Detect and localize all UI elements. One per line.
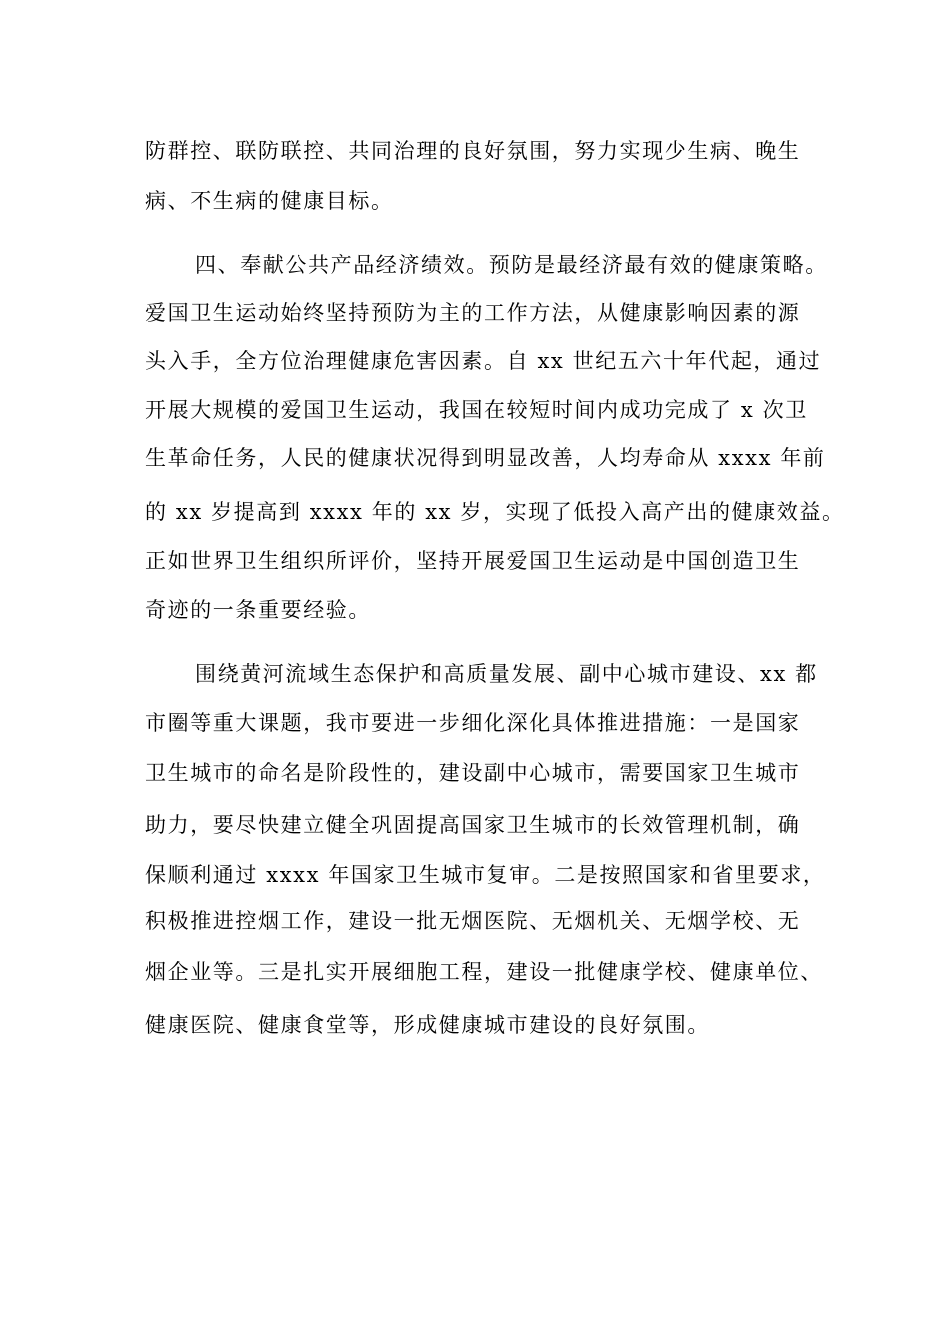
text-line: 卫生城市的命名是阶段性的，建设副中心城市，需要国家卫生城市 [145,761,801,785]
text-line: 健康医院、健康食堂等，形成健康城市建设的良好氛围。 [145,1013,710,1037]
text-line: 围绕黄河流域生态保护和高质量发展、副中心城市建设、xx 都 [195,662,818,686]
text-line: 头入手，全方位治理健康危害因素。自 xx 世纪五六十年代起，通过 [145,349,822,373]
text-line: 开展大规模的爱国卫生运动，我国在较短时间内成功完成了 x 次卫 [145,398,808,422]
text-line: 保顺利通过 xxxx 年国家卫生城市复审。二是按照国家和省里要求， [145,863,826,887]
text-line: 爱国卫生运动始终坚持预防为主的工作方法，从健康影响因素的源 [145,301,801,325]
text-line: 防群控、联防联控、共同治理的良好氛围，努力实现少生病、晚生 [145,139,801,163]
text-line: 助力，要尽快建立健全巩固提高国家卫生城市的长效管理机制，确 [145,813,801,837]
text-line: 生革命任务，人民的健康状况得到明显改善，人均寿命从 xxxx 年前 [145,446,826,470]
text-line: 四、奉献公共产品经济绩效。预防是最经济最有效的健康策略。 [195,253,828,277]
text-line: 正如世界卫生组织所评价，坚持开展爱国卫生运动是中国创造卫生 [145,549,801,573]
text-line: 烟企业等。三是扎实开展细胞工程，建设一批健康学校、健康单位、 [145,960,823,984]
text-line: 病、不生病的健康目标。 [145,189,394,213]
text-line: 的 xx 岁提高到 xxxx 年的 xx 岁，实现了低投入高产出的健康效益。 [145,500,845,524]
text-line: 积极推进控烟工作，建设一批无烟医院、无烟机关、无烟学校、无 [145,909,801,933]
text-line: 奇迹的一条重要经验。 [145,598,371,622]
text-line: 市圈等重大课题，我市要进一步细化深化具体推进措施：一是国家 [145,711,801,735]
